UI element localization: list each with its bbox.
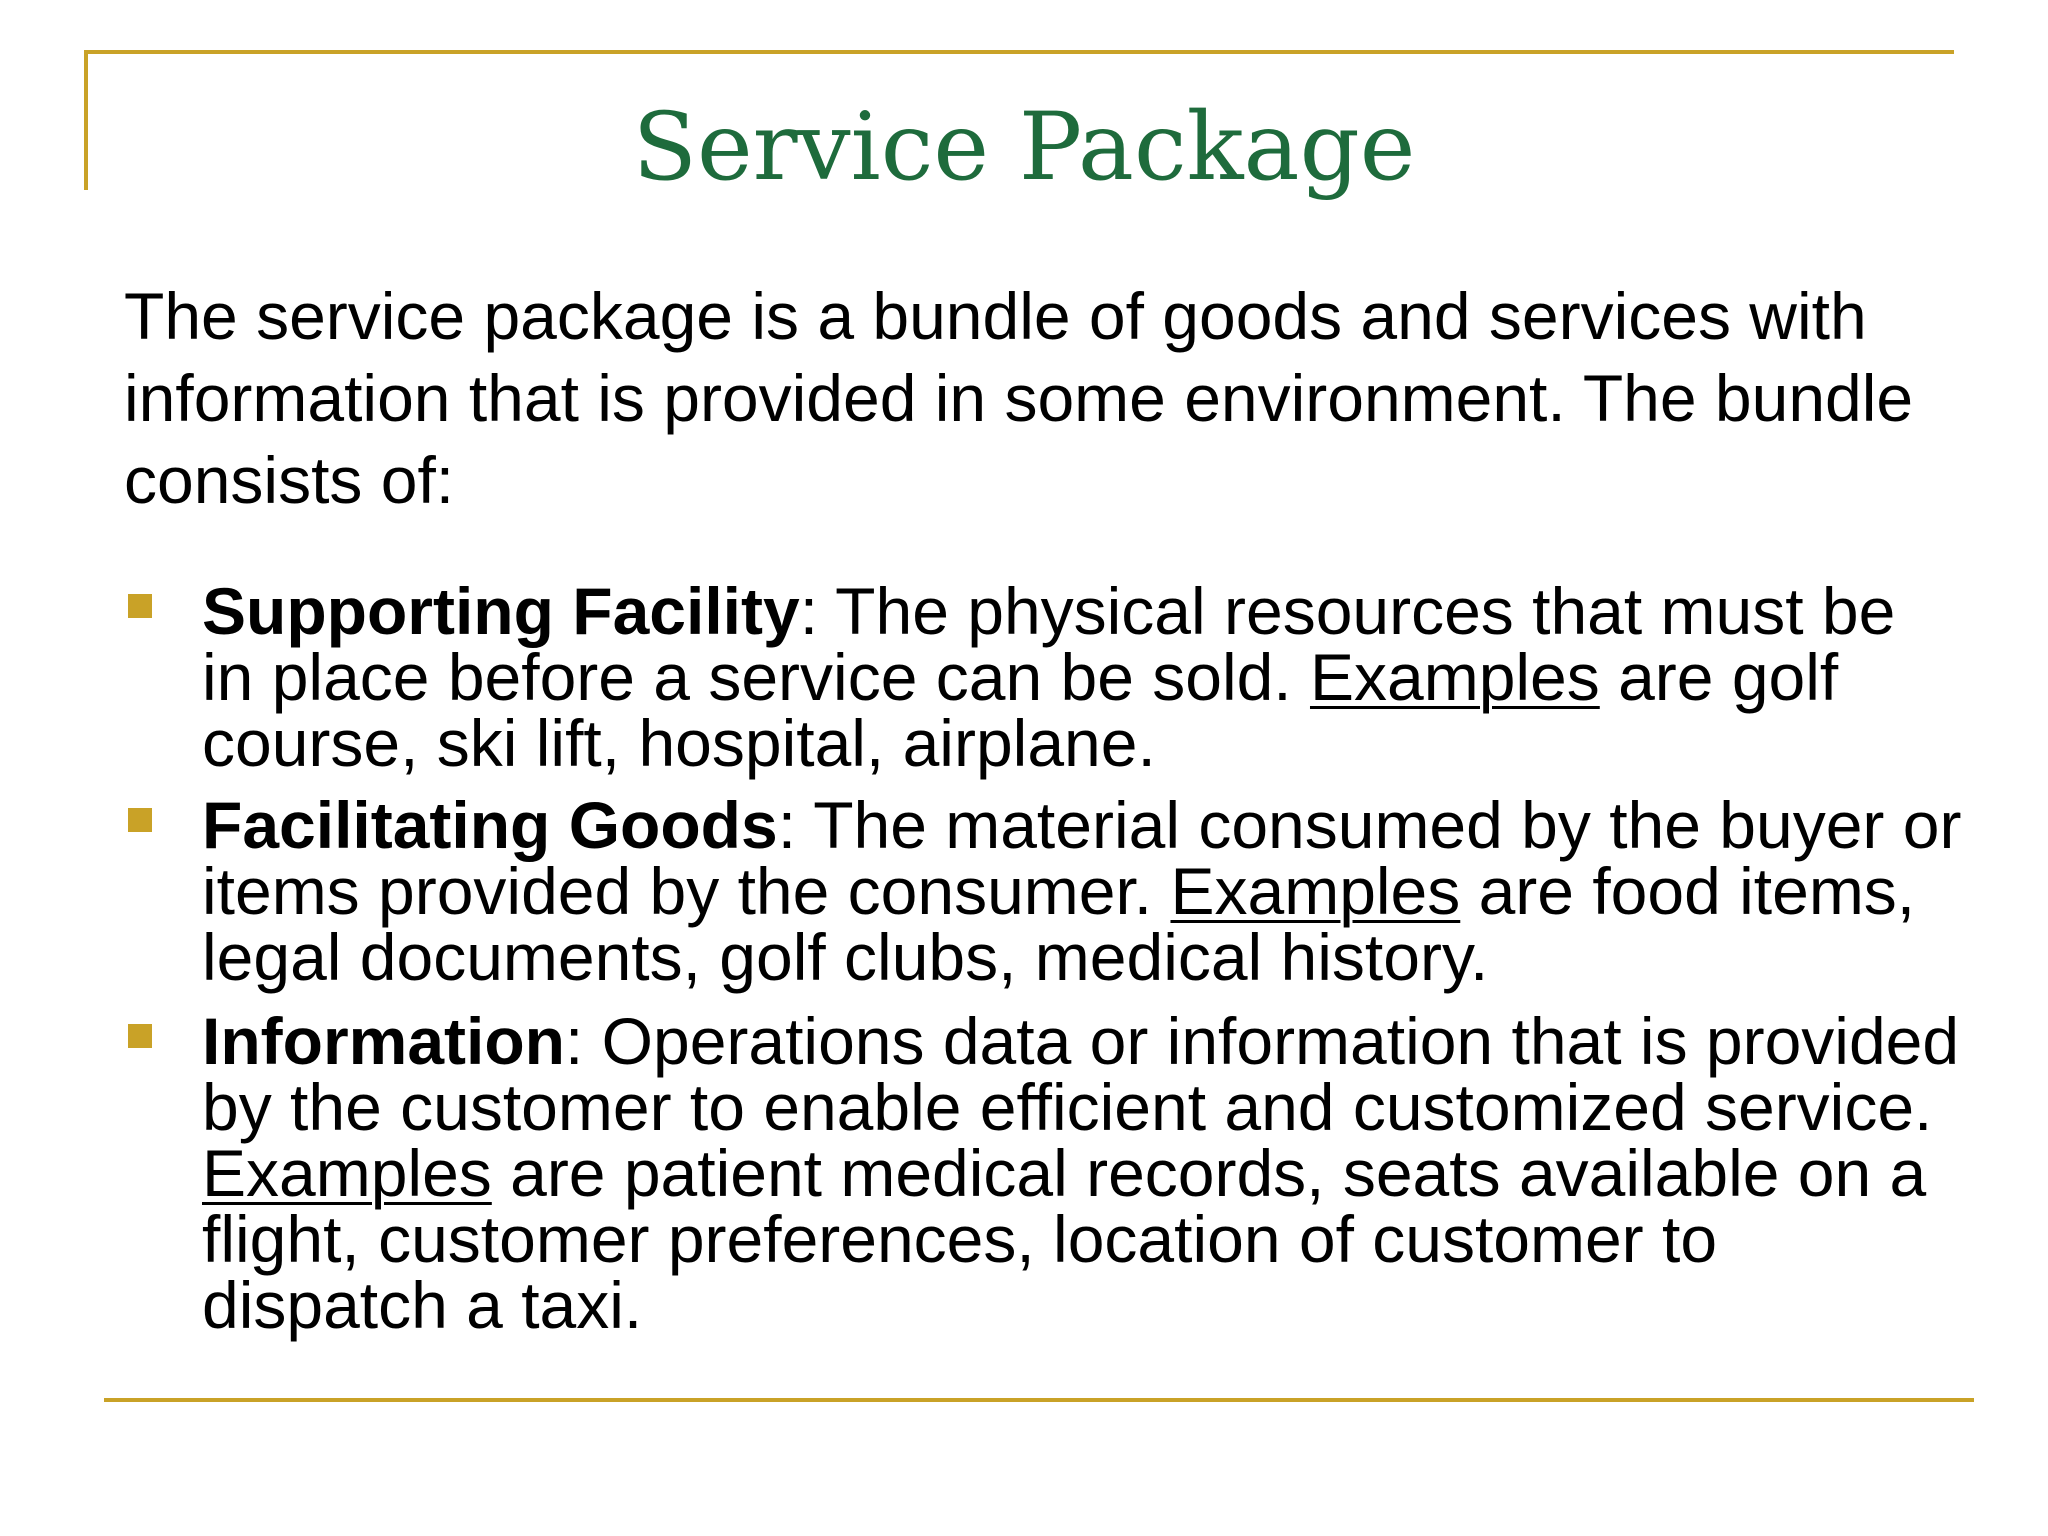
bullet-separator: : (777, 788, 814, 862)
bullet-information (202, 1004, 1962, 1342)
examples-text: are golf course, ski lift, hospital, airplane. (202, 640, 1839, 780)
bullet-definition: Operations data or information that is provided by the customer to enable efficient and customized service. (202, 1004, 1960, 1144)
bullet-definition: The material consumed by the buyer or items provided by the consumer. (202, 788, 1962, 928)
square-bullet-icon (128, 808, 152, 832)
square-bullet-icon (128, 594, 152, 618)
examples-label: Examples (1170, 854, 1461, 928)
bullet-term: Facilitating Goods (202, 788, 778, 862)
bullet-separator: : (564, 1004, 602, 1078)
top-rule (84, 50, 1954, 54)
bottom-rule (104, 1398, 1974, 1402)
examples-label: Examples (202, 1136, 492, 1210)
bullet-separator: : (799, 574, 836, 648)
intro-paragraph: The service package is a bundle of goods and services with information that is provided in some environment. The bundle consists of: (124, 279, 1914, 517)
bullet-term: Information (202, 1004, 565, 1078)
square-bullet-icon (128, 1024, 152, 1048)
examples-text: are food items, legal documents, golf clubs, medical history. (202, 854, 1916, 994)
examples-label: Examples (1309, 640, 1600, 714)
bullet-term: Supporting Facility (202, 574, 800, 648)
bullet-definition: The physical resources that must be in place before a service can be sold. (202, 574, 1896, 714)
slide-title: Service Package (632, 93, 1416, 202)
examples-text: are patient medical records, seats available on a flight, customer preferences, location of customer to dispatch a taxi. (202, 1136, 1927, 1342)
bullet-supporting-facility (202, 574, 1962, 780)
bullet-facilitating-goods (202, 788, 1962, 994)
